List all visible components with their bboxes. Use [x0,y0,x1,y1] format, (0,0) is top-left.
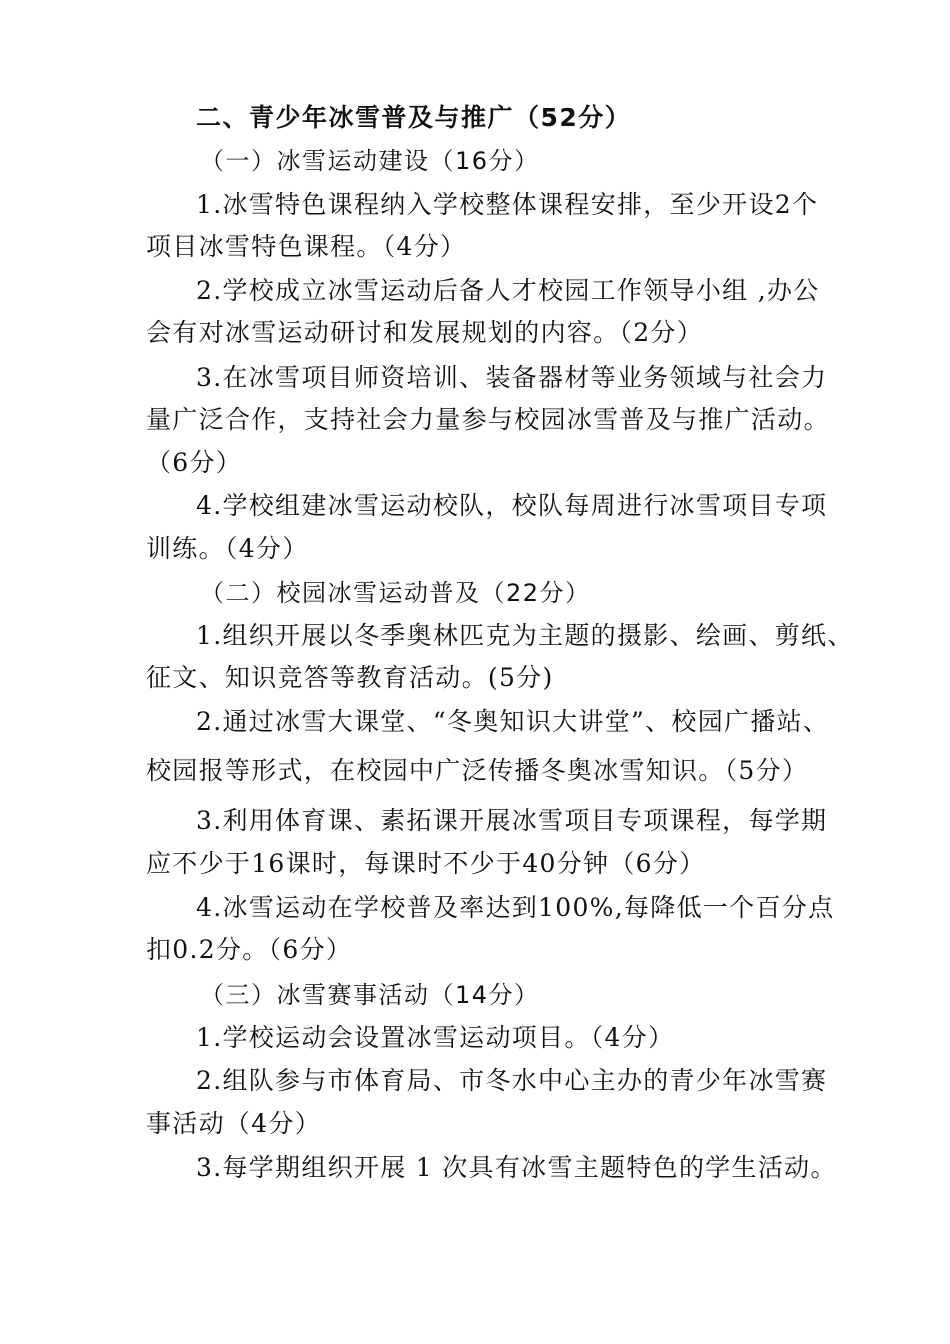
paragraph-line: 扣0.2分。（6分） [146,935,353,964]
paragraph-line: 训练。（4分） [146,534,309,563]
paragraph-line: 3.利用体育课、素拓课开展冰雪项目专项课程，每学期 [196,806,828,835]
paragraph-line: 1.冰雪特色课程纳入学校整体课程安排，至少开设2个 [196,190,819,219]
paragraph-line: 会有对冰雪运动研讨和发展规划的内容。（2分） [146,318,704,347]
subsection-heading: （一）冰雪运动建设（16分） [200,147,540,175]
paragraph-line: 2.组队参与市体育局、市冬水中心主办的青少年冰雪赛 [196,1066,828,1095]
paragraph-line: （6分） [146,448,243,477]
paragraph-line: 应不少于16课时，每课时不少于40分钟（6分） [146,849,706,878]
paragraph-line: 项目冰雪特色课程。（4分） [146,232,467,261]
paragraph-line: 事活动（4分） [146,1109,322,1138]
subsection-heading: （二）校园冰雪运动普及（22分） [200,579,591,607]
paragraph-line: 量广泛合作，支持社会力量参与校园冰雪普及与推广活动。 [146,405,830,434]
paragraph-line: 1.组织开展以冬季奥林匹克为主题的摄影、绘画、剪纸、 [196,621,854,650]
paragraph-line: 校园报等形式，在校园中广泛传播冬奥冰雪知识。（5分） [146,756,809,785]
section-title: 二、青少年冰雪普及与推广（52分） [196,103,632,132]
paragraph-line: 4.冰雪运动在学校普及率达到100%,每降低一个百分点 [196,893,835,922]
subsection-heading: （三）冰雪赛事活动（14分） [200,981,540,1009]
paragraph-line: 征文、知识竞答等教育活动。(5分) [146,663,554,692]
paragraph-line: 1.学校运动会设置冰雪运动项目。（4分） [196,1023,675,1052]
paragraph-line: 2.通过冰雪大课堂、“冬奥知识大讲堂”、校园广播站、 [196,707,830,736]
paragraph-line: 4.学校组建冰雪运动校队，校队每周进行冰雪项目专项 [196,491,828,520]
paragraph-line: 3.每学期组织开展 1 次具有冰雪主题特色的学生活动。 [196,1153,837,1182]
paragraph-line: 2.学校成立冰雪运动后备人才校园工作领导小组 ,办公 [196,276,820,305]
paragraph-line: 3.在冰雪项目师资培训、装备器材等业务领域与社会力 [196,363,828,392]
